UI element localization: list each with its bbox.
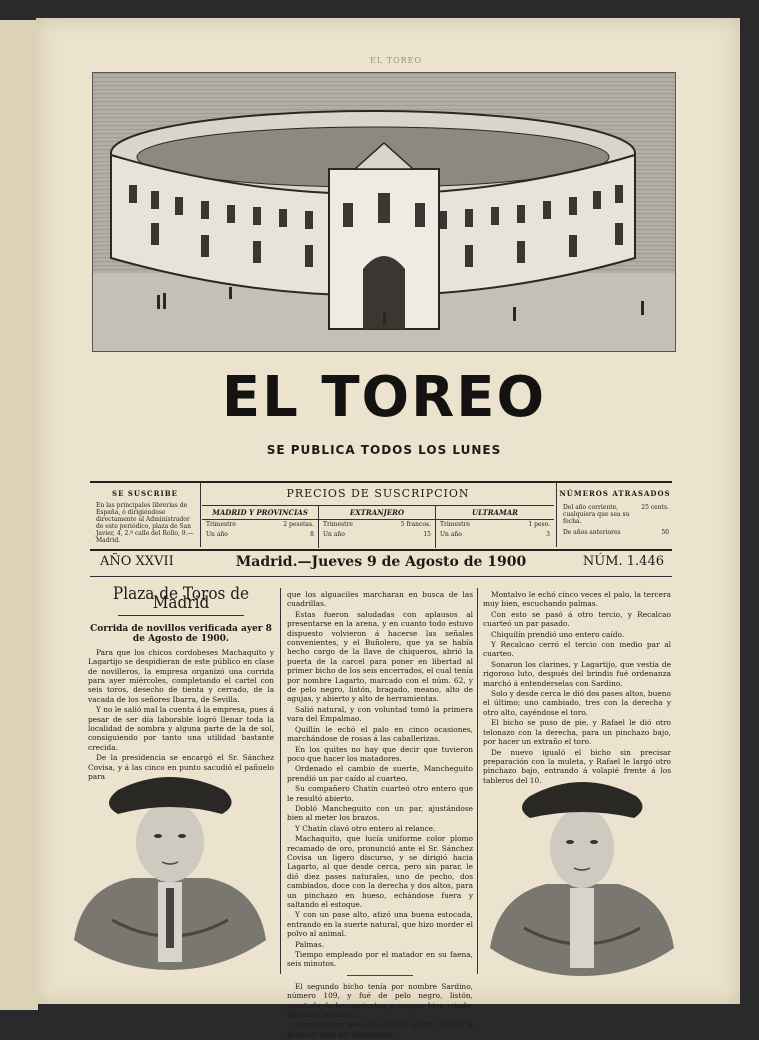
issue-date: Madrid.—Jueves 9 de Agosto de 1900 [235,554,527,570]
running-head: EL TOREO [370,56,423,65]
paragraph: Quillín le echó el palo en cinco ocasiones, marchándose de rosas á las caballerizas. [287,724,473,744]
price-label: Trimestre [206,521,236,528]
paragraph: Estas fueron saludadas con aplausos al presentarse en la arena, y en cuanto todo estuvo dispuesto volvieron á hacerse las señales convenientes, y el Buñolero, que ya se había hecho cargo de la llave de chiqueros, abrió la puerta de la carcel para poner en libertad al primer bicho de los seis encerrados, el cual tenía por nombre Lagarto, marcado con el núm. 62, y de pelo negro, listón, bragado, meano, alto de agujas, y abierto y alto de herramientas. [287,609,473,704]
price-label: Un año [323,531,345,538]
paragraph: Machaquito, que lucía uniforme color plomo recamado de oro, pronunció ante el Sr. Sánchez Covisa un ligero discurso, y se dirigió hacia Lagarto, al que desde cerca, pero sin parar, le dió diez pases naturales, uno de pecho, dos cambiados, doce con la derecha y dos altos, para un pinchazo en hueso, echándose fuera y saltando el estoque. [287,834,473,909]
dateline [90,552,672,577]
column-divider [477,588,478,974]
paragraph: Su compañero Chatín cuarteó otro entero que le resultó abierto. [287,784,473,803]
subscribe-text: En las principales librerías de España, ó dirigiéndose directamente al Administrador de este periódico, plaza de San Javier, 4, 2.º calle del Rollo, 9.—Madrid. [96,502,194,544]
article-column-3 [483,590,671,786]
price-table-title: PRECIOS DE SUSCRIPCION [286,487,470,500]
paragraph: Tiempo empleado por el matador en su faena, seis minutos. [287,950,473,969]
masthead-title: EL TOREO [221,365,547,430]
subscription-box [90,481,672,551]
back-issues-line1: Del año corriente, cualquiera que sea su fecha. [563,504,630,525]
price-value: 3 [546,531,550,538]
price-value: 1 peso. [528,521,550,528]
price-value: 2 pesetas. [283,521,314,528]
article-column-2 [287,590,473,1040]
article-column-1 [88,584,274,783]
price-column-header: ULTRAMAR [436,506,554,520]
paragraph: Salió natural, y con voluntad tomó la primera vara del Empalmao. [287,704,473,724]
paragraph: Ordenado el cambio de suerte, Mancheguito prendió un par caído al cuarteo. [287,764,473,783]
paragraph: Chiquilín prendió uno entero caído. [491,629,625,639]
masthead-subtitle: SE PUBLICA TODOS LOS LUNES [266,443,502,457]
price-column-abroad [319,506,436,548]
price-column-header: MADRID Y PROVINCIAS [202,506,318,520]
price-column-madrid [202,506,319,548]
paragraph: En los quites no hay que decir que tuvieron poco que hacer los matadores. [287,744,473,763]
price-columns [202,505,554,548]
paragraph: Sonaron los clarines, y Lagartijo, que vestía de rigoroso luto, después del brindis fué ordenanza marchó á entenderselas con Sardino. [483,659,671,688]
column-divider [280,588,281,974]
price-value: 5 francos. [400,521,431,528]
paragraph: Y no le salió mal la cuenta á la empresa, pues á pesar de ser día laborable logró llenar toda la localidad de sombra y alguna parte de la de sol, consiguiendo por tanto una utilidad bastante crecida. [88,705,274,752]
paragraph: Palmas. [295,939,324,949]
issue-number: NÚM. 1.446 [582,554,664,569]
paragraph: que los alguaciles marcharan en busca de las cuadrillas. [287,590,473,609]
portrait-illustration [488,774,676,978]
paragraph: Para que los chicos cordobeses Machaquito y Lagartijo se despidieran de este público en clase de novilleros, la empresa organizó una corrida para ayer miércoles, completando el cartel con seis toros, desecho de tienta y cerrado, de la vacada de los señores Ibarra, de Sevilla. [88,647,274,704]
paragraph: Y Recalcao cerró el tercio con medio par al cuarteo. [483,640,671,659]
price-column-overseas [436,506,554,548]
subscription-info [90,483,201,547]
back-issues-heading: NÚMEROS ATRASADOS [559,489,671,498]
portrait-illustration [72,770,268,972]
previous-page-edge [0,20,38,1010]
back-issues-price2: 50 [661,529,669,536]
bullring-illustration [93,73,675,351]
price-label: Trimestre [323,521,353,528]
price-value: 8 [310,531,314,538]
price-value: 15 [423,531,431,538]
portrait-lagartijo [488,774,676,982]
back-issues-price1: 25 cents. [641,504,669,511]
back-issues-line2: De años anteriores [563,529,621,536]
portrait-machaquito [72,770,268,976]
back-issues [556,483,673,547]
price-label: Un año [440,531,462,538]
issue-year: AÑO XXVII [100,554,174,569]
section-title: Plaza de Toros de Madrid [112,584,250,614]
paragraph: Montalvo le echó cinco veces el palo, la tercera muy bien, escuchando palmas. [483,590,671,609]
paragraph: Con bravura, pero con escaso poder, aceptó la primera vara del Empalmao. [287,1020,473,1039]
price-table [202,483,554,547]
paragraph: Con esto se pasó á otro tercio, y Recalcao cuarteó un par pasado. [483,609,671,629]
paragraph: Y con un pase alto, atizó una buena estocada, entrando en la suerte natural, que hizo morder el polvo al animal. [287,910,473,939]
section-rule [347,975,413,976]
paragraph: Y Chatín clavó otro entero al relance. [295,823,436,833]
article-headline: Corrida de novillos verificada ayer 8 de Agosto de 1900. [90,623,272,644]
subscribe-heading: SE SUSCRIBE [112,489,178,498]
bullring-engraving [92,72,676,352]
paragraph: Dobló Mancheguito con un par, ajustándose bien al meter los brazos. [287,803,473,823]
title-rule [118,615,244,616]
price-label: Un año [206,531,228,538]
price-label: Trimestre [440,521,470,528]
paragraph: De la presidencia se encargó el Sr. Sánchez Covisa, y á las cinco en punto sacudió el pañuelo para [88,753,274,782]
paragraph: El bicho se puso de pie, y Rafael le dió otro telonazo con la derecha, para un pinchazo bajo, por hacer un extraño el toro. [483,718,671,747]
paragraph: El segundo bicho tenía por nombre Sardino, número 109, y fué de pelo negro, listón, apretado de herramientas y, aunque bien criado, bastante pequeño. [287,981,473,1020]
paragraph: De nuevo igualó el bicho sin precisar preparación con la muleta, y Rafael le largó otro pinchazo bajo, entrando á volapié frente á los tableros del 10. [483,747,671,785]
paragraph: Solo y desde cerca le dió dos pases altos, bueno el último; uno cambiado, tres con la derecha y otro alto, cayéndose el toro. [483,689,671,717]
price-column-header: EXTRANJERO [319,506,435,520]
